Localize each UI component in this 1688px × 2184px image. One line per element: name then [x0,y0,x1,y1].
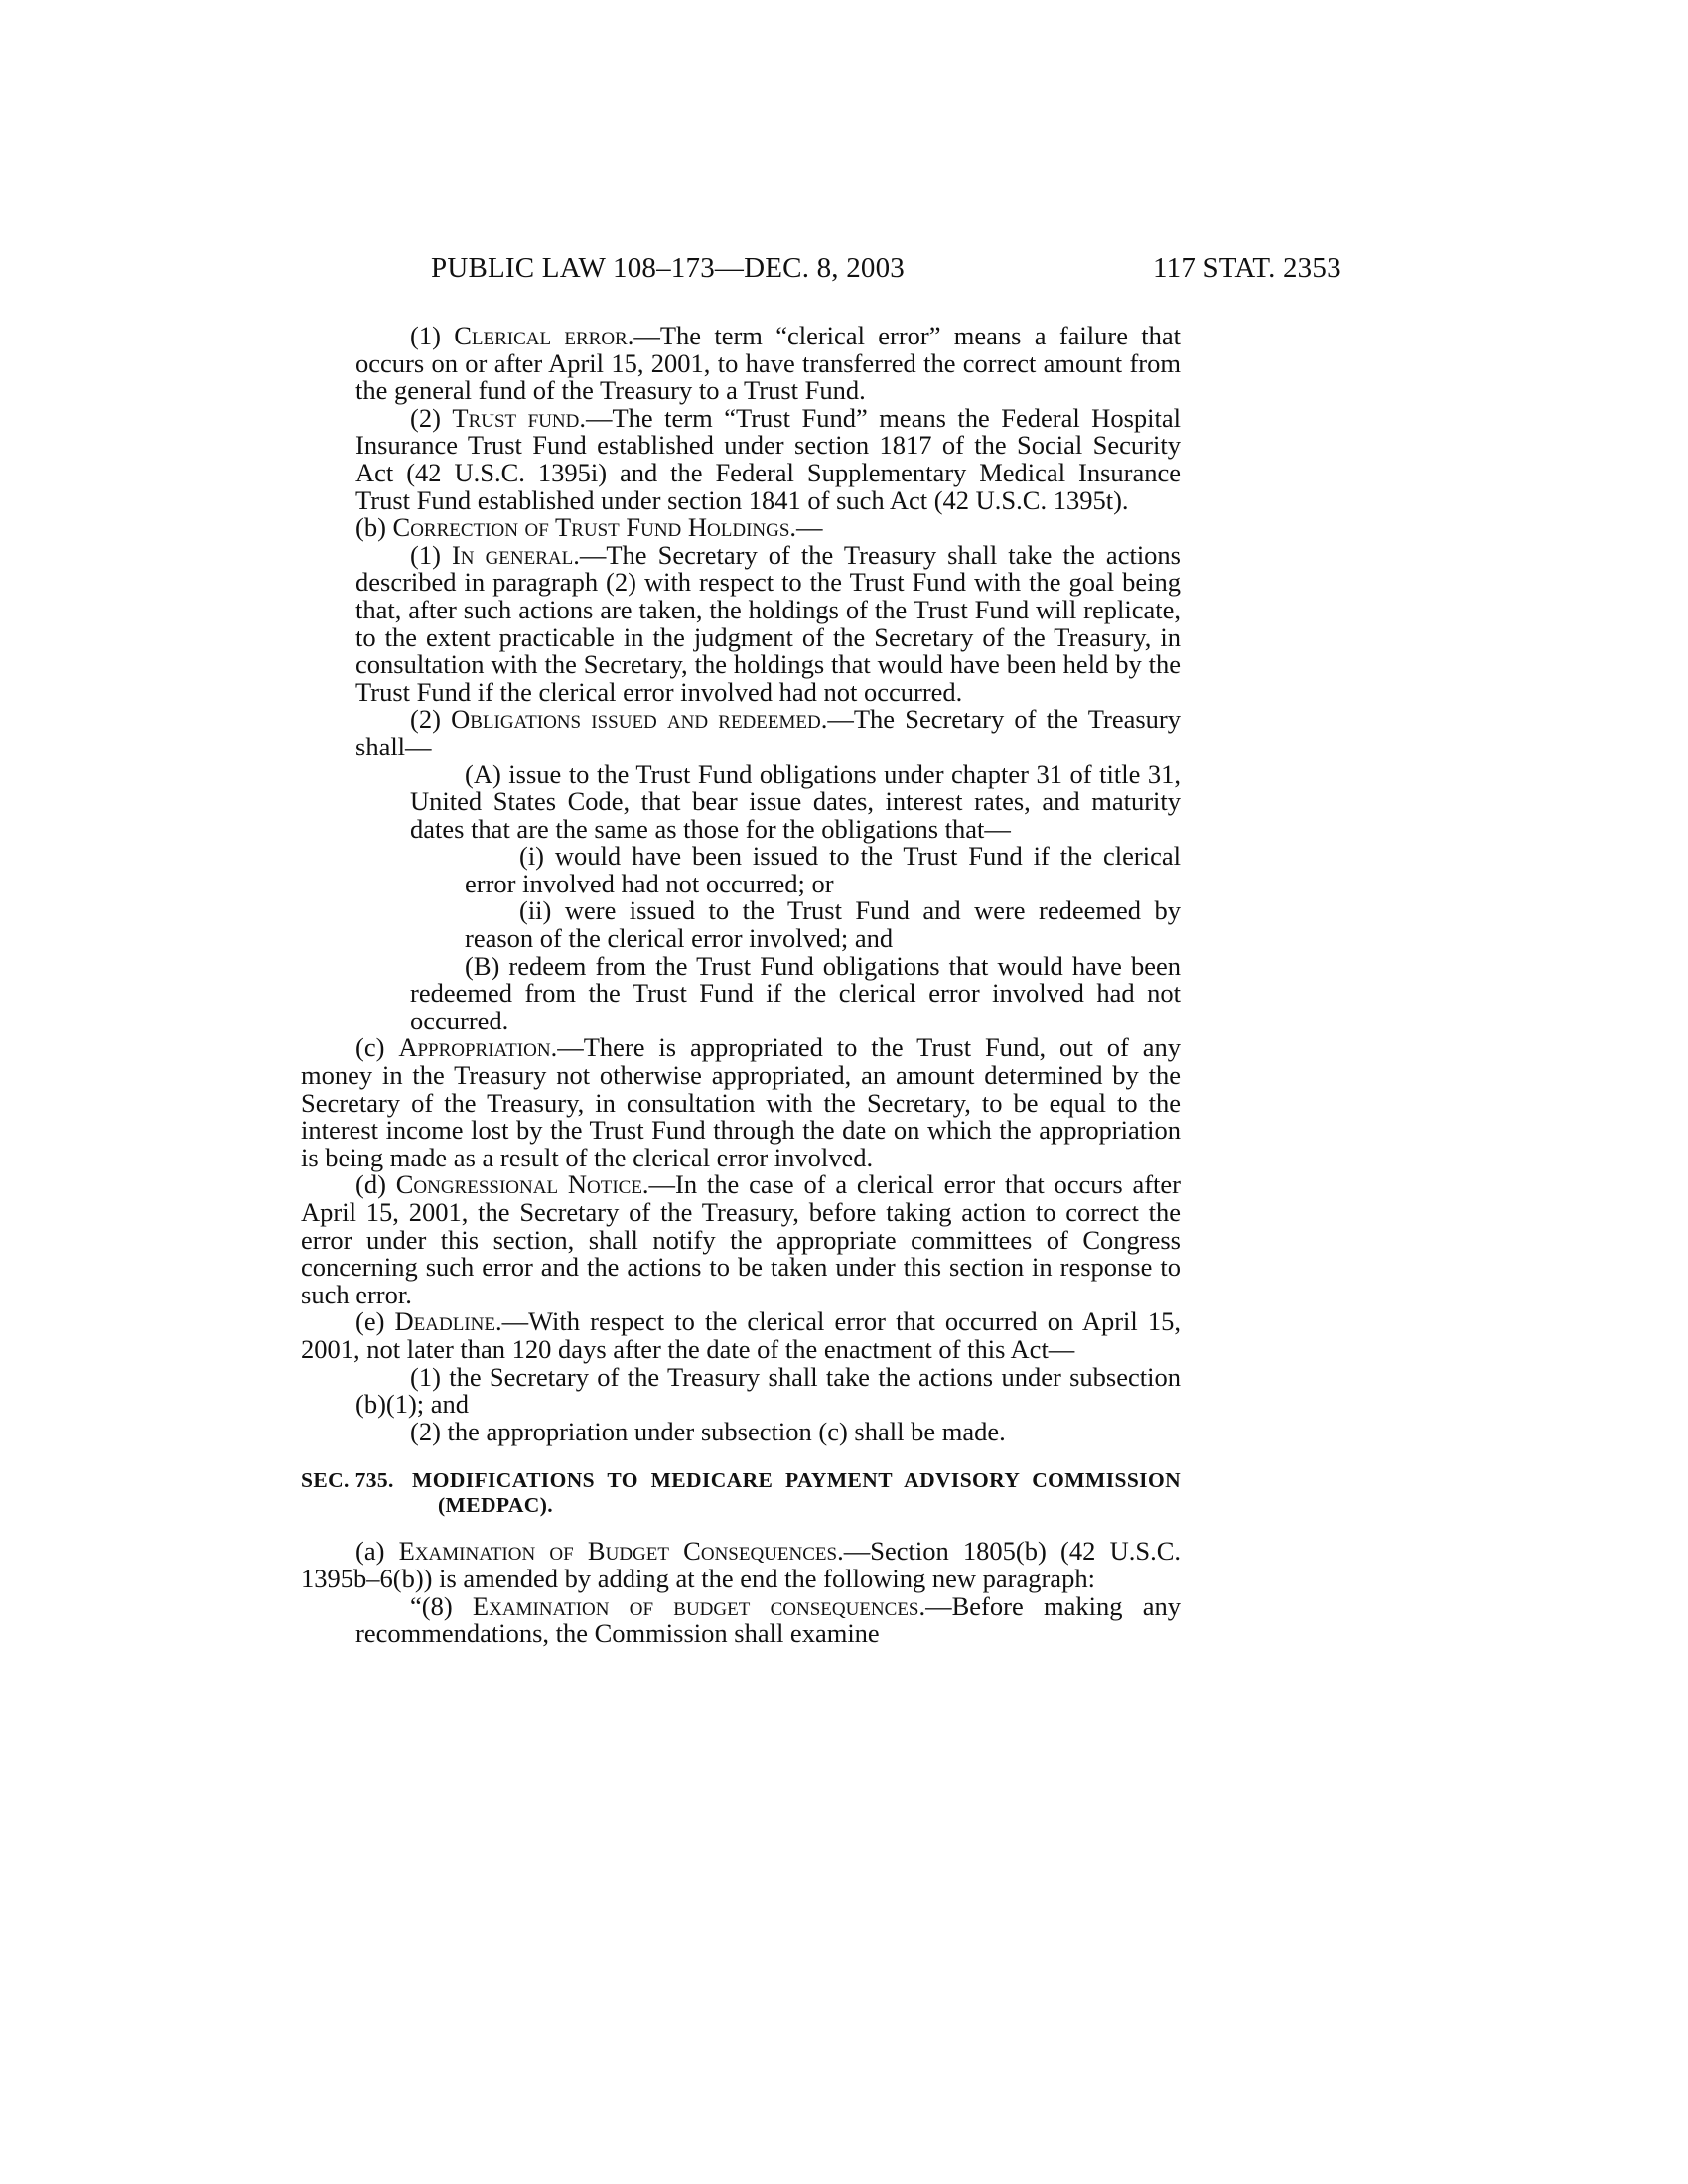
paragraph-label: (c) [355,1032,399,1063]
paragraph-label: (2) [410,704,452,735]
paragraph-label: (b) [355,512,393,543]
paragraph-heading: Trust fund [452,402,580,433]
paragraph-label: (1) [410,539,452,570]
section-heading [301,1468,1181,1518]
paragraph-heading: In general [451,539,574,570]
paragraph-heading: Correction of Trust Fund Holdings [392,512,790,543]
paragraph-b1-in-general [301,539,1181,707]
section-title: MODIFICATIONS TO MEDICARE PAYMENT ADVISORY COMMISSION (MEDPAC). [412,1468,1181,1518]
paragraph-heading: Obligations issued and redeemed [451,704,821,735]
subsection-b-correction [301,514,1181,542]
paragraph-text: .—The Secretary of the Treasury shall— [355,704,1181,761]
paragraph-text: .—Section 1805(b) (42 U.S.C. 1395b–6(b)) is amended by adding at the end the following new paragraph: [301,1536,1181,1593]
section-number: SEC. 735. [301,1468,394,1493]
paragraph-text: .—With respect to the clerical error that occurred on April 15, 2001, not later than 120 days after the date of the enactment of this Act— [301,1306,1181,1364]
paragraph-label: (d) [355,1169,396,1200]
body-text [301,323,1181,1648]
clause-b2Aii: (ii) were issued to the Trust Fund and were redeemed by reason of the clerical error involved; and [465,895,1181,954]
paragraph-label: (1) [410,321,455,350]
paragraph-text: .—There is appropriated to the Trust Fund, out of any money in the Treasury not otherwise appropriated, an amount determined by the Secretary of the Treasury, in consultation with the Secretary, to be equal to the interest income lost by the Trust Fund through the date on which the appropriation is being made as a result of the clerical error involved. [301,1032,1181,1172]
paragraph-heading: Appropriation [398,1032,551,1063]
paragraph-text: .—In the case of a clerical error that occurs after April 15, 2001, the Secretary of the Treasury, before taking action to correct the error under this section, shall notify the appropriate committees of Congress concerning such error and the actions to be taken under this section in response to such error. [301,1169,1181,1309]
paragraph-label: (2) [410,402,453,433]
paragraph-text: .— [789,512,823,543]
running-header-page-number: 117 STAT. 2353 [1153,252,1341,284]
subparagraph-b2A: (A) issue to the Trust Fund obligations under chapter 31 of title 31, United States Code, that bear issue dates, interest rates, and maturity dates that are the same as those for the obligations that— [410,758,1181,844]
paragraph-text: .—The term “Trust Fund” means the Federal Hospital Insurance Trust Fund established under section 1817 of the Social Security Act (42 U.S.C. 1395i) and the Federal Supplementary Medical Insurance Trust Fund established under section 1841 of such Act (42 U.S.C. 1395t). [355,402,1181,515]
paragraph-label: “(8) [410,1590,473,1621]
paragraph-heading: Examination of Budget Consequences [398,1536,838,1567]
paragraph-text: .—The term “clerical error” means a failure that occurs on or after April 15, 2001, to have transferred the correct amount from the general fund of the Treasury to a Trust Fund. [355,321,1182,406]
paragraph-heading: Deadline [394,1306,495,1337]
paragraph-heading: Clerical error [454,321,628,350]
subsection-e-deadline [301,1308,1181,1363]
paragraph-label: (a) [355,1536,399,1567]
paragraph-text: .—The Secretary of the Treasury shall take the actions described in paragraph (2) with respect to the Trust Fund with the goal being that, after such actions are taken, the holdings of the Trust Fund will replicate, to the extent practicable in the judgment of the Secretary of the Treasury, in consultation with the Secretary, the holdings that would have been held by the Trust Fund if the clerical error involved had not occurred. [355,539,1181,707]
paragraph-heading: Congressional Notice [395,1169,642,1200]
quoted-paragraph-8 [301,1590,1181,1649]
subparagraph-b2B: (B) redeem from the Trust Fund obligations that would have been redeemed from the Trust Fund if the clerical error involved had not occurred. [410,950,1181,1035]
paragraph-a2-trust-fund [301,402,1181,515]
subsection-c-appropriation [301,1034,1181,1171]
section-735-subsection-a [301,1538,1181,1592]
clause-b2Ai: (i) would have been issued to the Trust Fund if the clerical error involved had not occurred; or [465,841,1181,898]
paragraph-e2: (2) the appropriation under subsection (c) shall be made. [410,1416,1006,1446]
paragraph-e1: (1) the Secretary of the Treasury shall take the actions under subsection (b)(1); and [355,1361,1181,1420]
running-header-title: PUBLIC LAW 108–173—DEC. 8, 2003 [431,252,906,284]
paragraph-heading: Examination of budget consequences [472,1590,919,1621]
paragraph-text: .—Before making any recommendations, the Commission shall examine [355,1590,1181,1649]
paragraph-b2-obligations [301,706,1181,760]
subsection-d-congressional-notice [301,1171,1181,1308]
paragraph-a1-clerical-error [301,323,1181,405]
paragraph-label: (e) [355,1306,395,1337]
